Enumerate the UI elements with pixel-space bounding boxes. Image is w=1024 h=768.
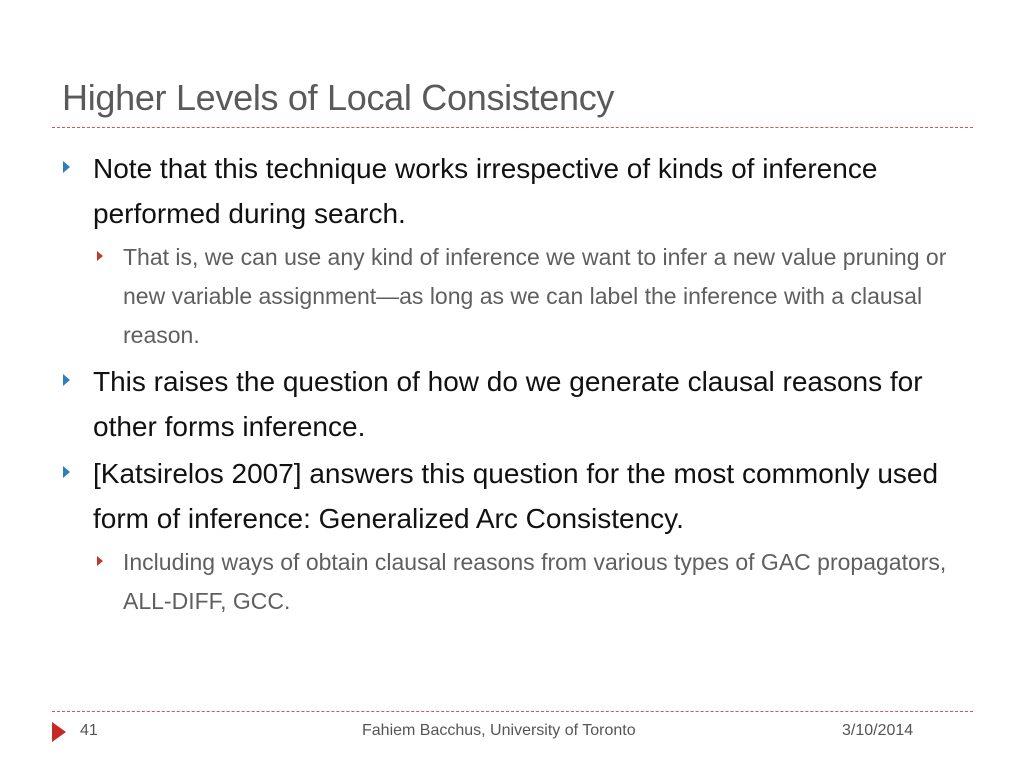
footer-divider — [52, 711, 973, 712]
sub-bullet-3-1 — [93, 543, 960, 621]
title-divider — [52, 127, 973, 128]
slide-content — [60, 146, 960, 625]
sub-bullet-arrow-icon — [97, 251, 103, 261]
page-number: 41 — [80, 722, 98, 739]
bullet-text: This raises the question of how do we generate clausal reasons for other forms inference. — [93, 366, 923, 442]
bullet-text: Note that this technique works irrespective of kinds of inference performed during search. — [93, 153, 878, 229]
bullet-arrow-icon — [63, 374, 70, 386]
sub-bullet-text: Including ways of obtain clausal reasons from various types of GAC propagators, ALL-DIFF, GCC. — [123, 549, 947, 614]
bullet-3 — [60, 451, 960, 541]
bullet-arrow-icon — [63, 466, 70, 478]
bullet-arrow-icon — [63, 161, 70, 173]
sub-bullet-1-1 — [93, 238, 960, 355]
bullet-2 — [60, 359, 960, 449]
footer-author: Fahiem Bacchus, University of Toronto — [362, 722, 636, 739]
bullet-text: [Katsirelos 2007] answers this question for the most commonly used form of inference: Generalized Arc Consistency. — [93, 458, 939, 534]
footer-date: 3/10/2014 — [842, 722, 914, 739]
sub-bullet-arrow-icon — [97, 556, 103, 566]
sub-bullet-text: That is, we can use any kind of inference we want to infer a new value pruning or new variable assignment—as long as we can label the inference with a clausal reason. — [123, 244, 947, 348]
bullet-1 — [60, 146, 960, 236]
footer-arrow-icon — [52, 722, 66, 742]
slide-title: Higher Levels of Local Consistency — [62, 77, 615, 118]
